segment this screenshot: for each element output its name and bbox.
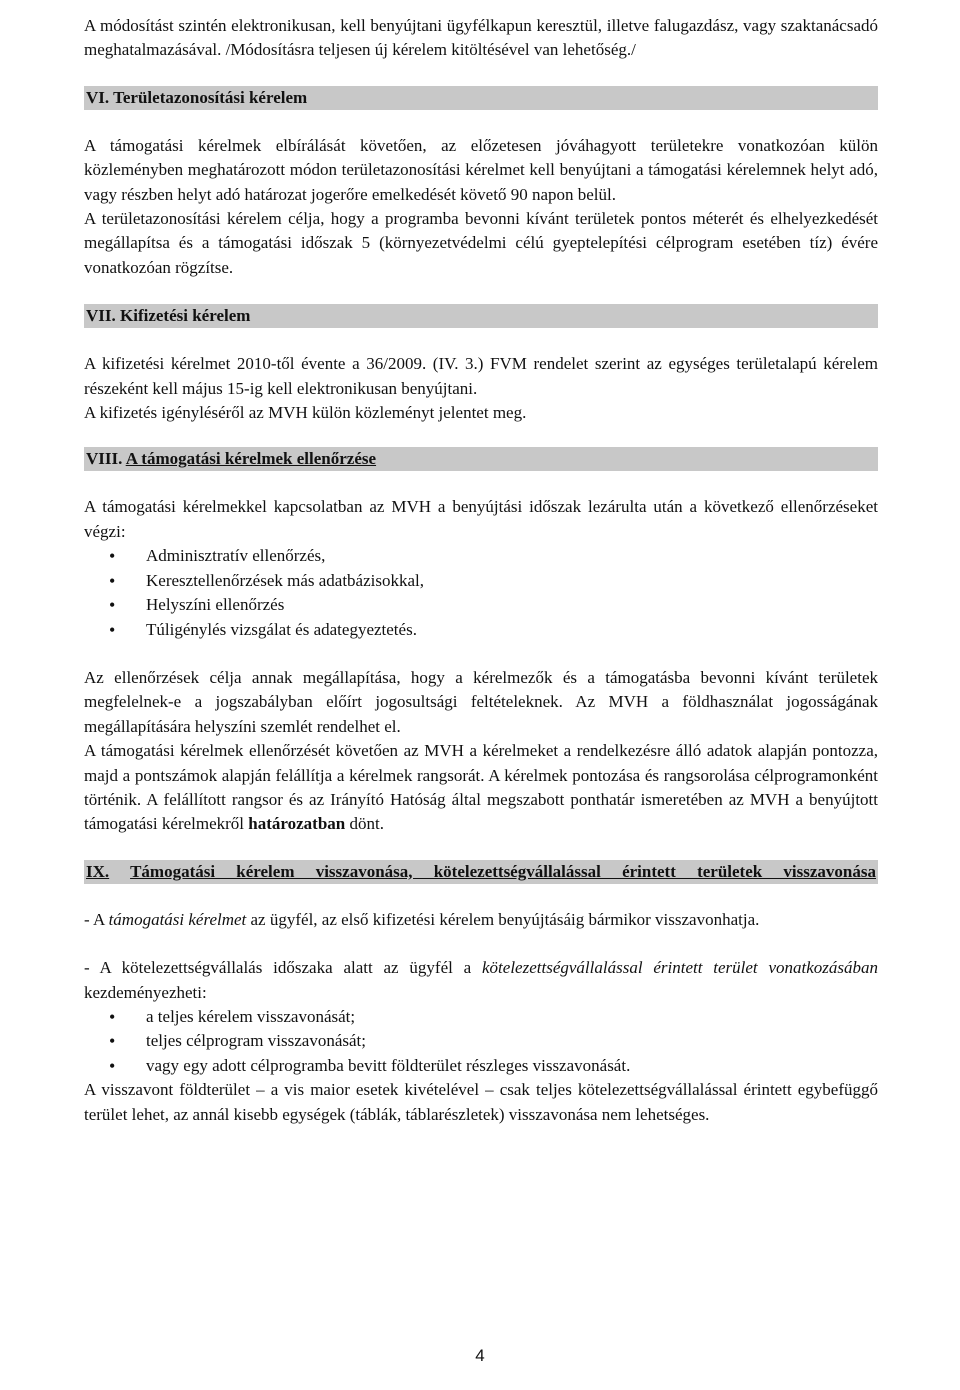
section-ix-paragraph-1-b: az ügyfél, az első kifizetési kérelem benyújtásáig bármikor visszavonhatja. — [246, 909, 760, 929]
section-ix-paragraph-2-b: kezdeményezheti: — [84, 982, 207, 1002]
section-ix-paragraph-2 — [84, 956, 878, 1005]
list-item: • vagy egy adott célprogramba bevitt földterület részleges visszavonását. — [146, 1054, 878, 1078]
section-viii-heading — [84, 447, 878, 471]
section-vii-title: Kifizetési kérelem — [120, 306, 251, 326]
section-ix-withdrawal-list — [84, 1005, 878, 1078]
section-viii-check-list — [84, 544, 878, 642]
section-viii-paragraph-3-bold: határozatban — [248, 814, 346, 834]
list-item: • Túligénylés vizsgálat és adategyeztetés. — [146, 618, 878, 642]
section-vi-paragraph-1: A támogatási kérelmek elbírálását követően, az előzetesen jóváhagyott területekre vonatkozóan külön közleményben meghatározott módon területazonosítási kérelmet kell benyújtani a támogatási kérelemnek helyt adó, vagy részben helyt adó határozat jogerőre emelkedését követő 90 napon belül. — [84, 135, 878, 204]
section-viii-title: A támogatási kérelmek ellenőrzése — [125, 449, 377, 469]
section-viii-paragraph-1: A támogatási kérelmekkel kapcsolatban az MVH a benyújtási időszak lezárulta után a következő ellenőrzéseket végzi: — [84, 497, 878, 541]
section-ix-title: Támogatási kérelem visszavonása, kötelezettségvállalással érintett területek visszavonása — [130, 861, 876, 881]
list-item: • Helyszíni ellenőrzés — [146, 593, 878, 617]
section-ix-paragraph-1-em: támogatási kérelmet — [108, 909, 247, 929]
section-vi-title: Területazonosítási kérelem — [113, 87, 308, 107]
list-item: • Adminisztratív ellenőrzés, — [146, 544, 878, 568]
section-vi-number: VI. — [86, 87, 110, 107]
list-item: • a teljes kérelem visszavonását; — [146, 1005, 878, 1029]
section-vii-paragraph-2: A kifizetés igényléséről az MVH külön közleményt jelentet meg. — [84, 403, 527, 423]
intro-paragraph: A módosítást szintén elektronikusan, kell benyújtani ügyfélkapun keresztül, illetve falugazdász, vagy szaktanácsadó meghatalmazásával. /Módosításra teljesen új kérelem kitöltésével van lehetőség./ — [84, 16, 878, 60]
section-ix-paragraph-2-a: - A kötelezettségvállalás időszaka alatt az ügyfél a — [84, 958, 483, 978]
section-vi-heading — [84, 86, 878, 110]
section-ix-heading — [84, 860, 878, 884]
section-ix-paragraph-2-em: kötelezettségvállalással érintett terület vonatkozásában — [482, 958, 878, 978]
list-item: • teljes célprogram visszavonását; — [146, 1029, 878, 1053]
section-ix-paragraph-3: A visszavont földterület – a vis maior esetek kivételével – csak teljes kötelezettségvállalással érintett egybefüggő terület lehet, az annál kisebb egységek (táblák, táblarészletek) visszavonása nem lehetséges. — [84, 1080, 878, 1124]
section-vi-paragraph-2: A területazonosítási kérelem célja, hogy a programba bevonni kívánt területek pontos méterét és elhelyezkedését megállapítsa és a támogatási időszak 5 (környezetvédelmi célú gyeptelepítési célprogram esetében tíz) évére vonatkozóan rögzítse. — [84, 209, 878, 277]
section-vii-number: VII. — [86, 306, 116, 326]
section-ix-number: IX. — [86, 861, 110, 881]
section-viii-paragraph-2: Az ellenőrzések célja annak megállapítása, hogy a kérelmezők és a támogatásba bevonni kívánt területek megfelelnek-e a jogszabályban előírt jogosultsági feltételeknek. Az MVH a földhasználat jogosságának megállapítására helyszíni szemlét rendelhet el. — [84, 667, 878, 736]
page-number: 4 — [475, 1346, 485, 1365]
section-viii-number: VIII. — [86, 449, 123, 469]
section-vii-paragraph-1: A kifizetési kérelmet 2010-től évente a 36/2009. (IV. 3.) FVM rendelet szerint az egységes területalapú kérelem részeként kell május 15-ig kell elektronikusan benyújtani. — [84, 354, 878, 398]
section-ix-heading-line — [84, 860, 878, 884]
section-ix-paragraph-1 — [84, 908, 878, 932]
section-viii-paragraph-3-start: A támogatási kérelmek ellenőrzését követően az MVH a kérelmeket a rendelkezésre álló adatok alapján pontozza, majd a pontszámok alapján felállítja a kérelmek rangsorát. A kérelmek pontozása és rangsorolása célprogramonként történik. A felállított rangsor és az Irányító Hatóság által megszabott ponthatár ismeretében az MVH a benyújtott támogatási kérelmekről — [84, 741, 878, 834]
section-vii-heading — [84, 304, 878, 328]
section-viii-paragraph-3 — [84, 739, 878, 837]
list-item: • Keresztellenőrzések más adatbázisokkal, — [146, 569, 878, 593]
section-viii-paragraph-3-end: dönt. — [345, 814, 384, 834]
section-ix-paragraph-1-a: - A — [84, 909, 109, 929]
